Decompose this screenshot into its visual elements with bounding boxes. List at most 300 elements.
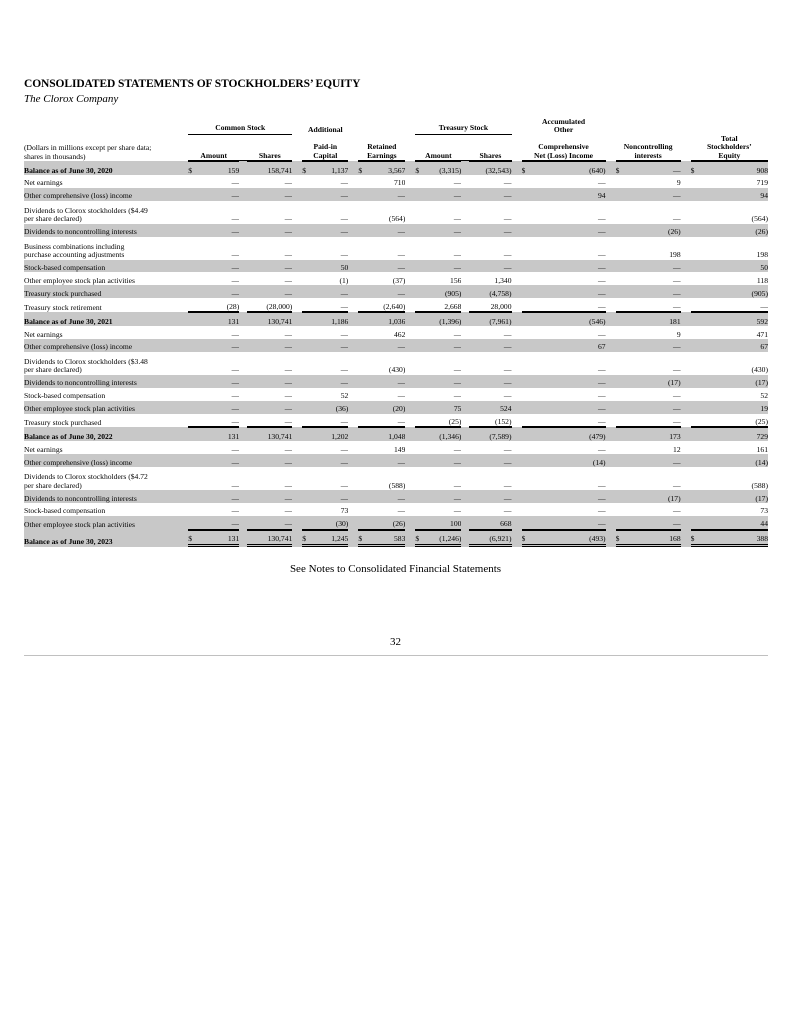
currency-symbol — [302, 298, 312, 312]
page-divider — [24, 655, 768, 656]
apic-cell: (1) — [339, 275, 349, 285]
currency-symbol — [188, 516, 198, 530]
noncontrolling-interests-cell: — — [626, 188, 681, 201]
currency-symbol — [188, 503, 198, 516]
currency-symbol — [358, 388, 368, 401]
currency-symbol — [358, 490, 368, 503]
notes-reference: See Notes to Consolidated Financial Statements — [289, 563, 502, 575]
row-label-line2: per share declared) — [24, 365, 82, 375]
apic-cell: 73 — [340, 506, 349, 516]
apic-cell: — — [340, 214, 349, 224]
total-equity-cell: 67 — [701, 339, 768, 352]
currency-symbol — [522, 375, 532, 388]
treasury-shares-cell: 668 — [469, 516, 511, 530]
currency-symbol — [358, 237, 368, 260]
total-equity-cell: (905) — [701, 285, 768, 298]
apic-cell: 1,202 — [312, 427, 348, 441]
currency-symbol — [522, 237, 532, 260]
row-label: Stock-based compensation — [24, 391, 106, 401]
treasury-shares-cell: 28,000 — [469, 298, 511, 312]
common-amount-cell: — — [231, 178, 240, 188]
table-row — [24, 298, 768, 312]
currency-symbol — [188, 326, 198, 339]
aoci-cell: — — [597, 329, 606, 339]
row-label: Net earnings — [24, 329, 63, 339]
treasury-amount-cell: — — [453, 250, 462, 260]
retained-earnings-cell: — — [368, 339, 405, 352]
noncontrolling-interests-cell: 9 — [676, 329, 681, 339]
noncontrolling-interests-cell: — — [673, 214, 681, 224]
common-amount-cell: — — [231, 214, 240, 224]
treasury-stock-group-header: Treasury Stock — [415, 124, 511, 134]
row-label-line2: per share declared) — [24, 480, 82, 490]
currency-symbol — [415, 401, 425, 414]
aoci-cell: — — [597, 506, 606, 516]
aoci-cell: 67 — [532, 339, 606, 352]
noncontrolling-interests-cell: — — [673, 275, 681, 285]
currency-symbol — [188, 298, 198, 312]
treasury-amount-cell: — — [425, 188, 461, 201]
treasury-amount-cell: — — [453, 480, 462, 490]
retained-earnings-header-line2: Earnings — [367, 150, 397, 160]
treasury-amount-cell: — — [453, 506, 462, 516]
currency-symbol: $ — [302, 530, 312, 547]
currency-symbol — [691, 375, 701, 388]
treasury-amount-cell: (905) — [425, 285, 461, 298]
treasury-amount-cell: — — [425, 339, 461, 352]
currency-symbol — [358, 503, 368, 516]
currency-symbol — [415, 352, 425, 375]
currency-symbol: $ — [188, 530, 198, 547]
common-shares-cell: — — [247, 516, 292, 530]
aoci-cell: — — [532, 516, 606, 530]
apic-cell: — — [340, 444, 349, 454]
retained-earnings-cell: — — [397, 391, 406, 401]
balance-row — [24, 427, 768, 441]
apic-cell: — — [312, 375, 348, 388]
currency-symbol — [616, 516, 626, 530]
treasury-shares-cell: — — [503, 250, 512, 260]
currency-symbol: $ — [522, 530, 532, 547]
currency-symbol — [415, 388, 425, 401]
treasury-shares-cell: — — [503, 214, 512, 224]
currency-symbol — [358, 441, 368, 454]
noncontrolling-interests-cell: — — [626, 285, 681, 298]
common-stock-group-header: Common Stock — [188, 124, 292, 134]
common-shares-cell: — — [284, 178, 293, 188]
total-equity-cell: 73 — [760, 506, 768, 516]
treasury-shares-cell: — — [503, 329, 512, 339]
treasury-shares-cell: (32,543) — [469, 161, 511, 175]
total-equity-cell: 161 — [756, 444, 768, 454]
currency-symbol — [415, 326, 425, 339]
currency-symbol — [358, 339, 368, 352]
currency-symbol — [302, 503, 312, 516]
retained-earnings-cell: — — [368, 375, 405, 388]
retained-earnings-cell: 583 — [368, 530, 405, 547]
nci-header-line2: interests — [634, 150, 662, 160]
aoci-cell: — — [597, 250, 606, 260]
common-amount-cell: — — [231, 391, 240, 401]
currency-symbol — [302, 427, 312, 441]
apic-cell: — — [312, 339, 348, 352]
common-shares-cell: — — [284, 391, 293, 401]
row-label-line1: Dividends to Clorox stockholders ($3.48 — [24, 357, 148, 367]
table-row — [24, 414, 768, 428]
currency-symbol — [302, 201, 312, 224]
currency-symbol — [691, 285, 701, 298]
common-amount-cell: 131 — [198, 427, 239, 441]
total-equity-cell: 471 — [756, 329, 768, 339]
currency-symbol — [691, 237, 701, 260]
currency-symbol — [616, 312, 626, 326]
currency-symbol — [522, 312, 532, 326]
table-row — [24, 375, 768, 388]
noncontrolling-interests-cell: — — [626, 298, 681, 312]
table-row — [24, 441, 768, 454]
retained-earnings-cell: (588) — [388, 480, 406, 490]
currency-symbol — [302, 175, 312, 188]
retained-earnings-cell: (37) — [392, 275, 406, 285]
row-label: Other comprehensive (loss) income — [24, 188, 188, 201]
currency-symbol: $ — [358, 530, 368, 547]
total-equity-cell: 592 — [701, 312, 768, 326]
apic-cell: 50 — [312, 260, 348, 273]
row-label — [24, 201, 188, 224]
currency-symbol — [691, 201, 701, 224]
table-row — [24, 490, 768, 503]
currency-symbol — [358, 201, 368, 224]
treasury-amount-cell: — — [425, 224, 461, 237]
table-row — [24, 339, 768, 352]
aoci-cell: — — [532, 414, 606, 428]
currency-symbol — [302, 516, 312, 530]
common-amount-cell: — — [231, 329, 240, 339]
aoci-header-line3: Comprehensive — [538, 142, 589, 152]
row-label: Dividends to noncontrolling interests — [24, 375, 188, 388]
common-amount-cell: — — [231, 250, 240, 260]
currency-symbol — [415, 201, 425, 224]
currency-symbol — [616, 427, 626, 441]
aoci-cell: (14) — [532, 454, 606, 467]
treasury-shares-cell: — — [503, 391, 512, 401]
retained-earnings-cell: 149 — [393, 444, 406, 454]
retained-earnings-cell: (26) — [368, 516, 405, 530]
total-equity-cell: 118 — [756, 275, 768, 285]
currency-symbol — [188, 237, 198, 260]
total-equity-cell: (25) — [701, 414, 768, 428]
retained-earnings-cell: — — [368, 490, 405, 503]
currency-symbol — [188, 201, 198, 224]
common-amount-cell: — — [198, 339, 239, 352]
currency-symbol — [188, 175, 198, 188]
currency-symbol — [522, 224, 532, 237]
common-amount-cell: — — [231, 365, 240, 375]
table-row — [24, 224, 768, 237]
row-label-line1: Dividends to Clorox stockholders ($4.72 — [24, 472, 148, 482]
common-shares-cell: 158,741 — [247, 161, 292, 175]
row-label: Other employee stock plan activities — [24, 275, 135, 285]
noncontrolling-interests-cell: — — [626, 260, 681, 273]
treasury-amount-cell: 75 — [425, 401, 461, 414]
common-shares-cell: — — [247, 339, 292, 352]
currency-symbol — [302, 285, 312, 298]
currency-symbol — [415, 516, 425, 530]
company-name: The Clorox Company — [24, 93, 119, 105]
currency-symbol — [415, 339, 425, 352]
row-label: Treasury stock purchased — [24, 417, 102, 427]
treasury-amount-cell: (25) — [425, 414, 461, 428]
currency-symbol: $ — [302, 161, 312, 175]
row-label: Other employee stock plan activities — [24, 516, 188, 530]
common-shares-cell: — — [247, 414, 292, 428]
retained-earnings-cell: — — [397, 250, 406, 260]
currency-symbol: $ — [358, 161, 368, 175]
retained-earnings-cell: 1,048 — [368, 427, 405, 441]
currency-symbol — [616, 352, 626, 375]
total-equity-cell: 388 — [701, 530, 768, 547]
treasury-shares-cell: — — [469, 260, 511, 273]
currency-symbol — [188, 427, 198, 441]
currency-symbol — [522, 467, 532, 490]
row-label: Stock-based compensation — [24, 506, 106, 516]
treasury-amount-cell: 156 — [450, 275, 462, 285]
retained-earnings-cell: 462 — [393, 329, 406, 339]
currency-symbol — [358, 401, 368, 414]
currency-symbol — [691, 272, 701, 285]
noncontrolling-interests-cell: — — [626, 414, 681, 428]
currency-symbol — [616, 467, 626, 490]
currency-symbol — [691, 326, 701, 339]
total-equity-cell: 198 — [756, 250, 768, 260]
apic-cell: 52 — [340, 391, 349, 401]
retained-earnings-cell: — — [368, 224, 405, 237]
apic-cell: — — [340, 480, 349, 490]
currency-symbol — [522, 441, 532, 454]
row-label-line1: Dividends to Clorox stockholders ($4.49 — [24, 205, 148, 215]
table-row — [24, 467, 768, 490]
aoci-cell: (640) — [532, 161, 606, 175]
treasury-amount-cell: — — [425, 454, 461, 467]
currency-symbol — [188, 441, 198, 454]
currency-symbol — [691, 467, 701, 490]
treasury-shares-cell: (4,758) — [469, 285, 511, 298]
retained-earnings-cell: 1,036 — [368, 312, 405, 326]
currency-symbol — [522, 503, 532, 516]
noncontrolling-interests-cell: (17) — [626, 490, 681, 503]
currency-symbol — [691, 312, 701, 326]
noncontrolling-interests-cell: (17) — [626, 375, 681, 388]
apic-cell: — — [340, 329, 349, 339]
currency-symbol — [691, 503, 701, 516]
currency-symbol: $ — [691, 530, 701, 547]
currency-symbol — [616, 237, 626, 260]
aoci-cell: — — [532, 401, 606, 414]
row-label: Net earnings — [24, 178, 63, 188]
common-shares-cell: 130,741 — [247, 427, 292, 441]
aoci-cell: — — [532, 375, 606, 388]
common-amount-cell: — — [231, 444, 240, 454]
common-amount-cell: 131 — [198, 312, 239, 326]
common-shares-header: Shares — [247, 135, 292, 161]
aoci-cell: — — [532, 224, 606, 237]
treasury-shares-cell: — — [503, 506, 512, 516]
treasury-amount-header: Amount — [415, 135, 461, 161]
row-label: Balance as of June 30, 2020 — [24, 161, 188, 175]
currency-symbol — [522, 188, 532, 201]
treasury-shares-cell: (7,589) — [469, 427, 511, 441]
aoci-cell: — — [597, 178, 606, 188]
currency-symbol — [358, 298, 368, 312]
currency-symbol — [302, 490, 312, 503]
noncontrolling-interests-cell: — — [626, 516, 681, 530]
currency-symbol — [358, 312, 368, 326]
currency-symbol — [691, 339, 701, 352]
aoci-cell: 94 — [532, 188, 606, 201]
aoci-header-line1: Accumulated — [542, 118, 586, 126]
noncontrolling-interests-cell: — — [626, 339, 681, 352]
currency-symbol — [522, 260, 532, 273]
retained-earnings-cell: — — [397, 506, 406, 516]
currency-symbol — [358, 375, 368, 388]
treasury-shares-cell: — — [503, 178, 512, 188]
table-row — [24, 454, 768, 467]
total-equity-cell: (14) — [701, 454, 768, 467]
treasury-amount-cell: (1,346) — [425, 427, 461, 441]
aoci-cell: — — [597, 214, 606, 224]
treasury-shares-cell: — — [503, 365, 512, 375]
total-equity-cell: 94 — [701, 188, 768, 201]
apic-header-line1: Additional — [308, 125, 343, 135]
common-shares-cell: — — [247, 260, 292, 273]
common-amount-cell: — — [231, 506, 240, 516]
table-row — [24, 401, 768, 414]
common-amount-cell: — — [198, 490, 239, 503]
treasury-shares-cell: — — [469, 490, 511, 503]
treasury-amount-cell: (1,396) — [425, 312, 461, 326]
total-equity-header-line2: Stockholders’ — [706, 142, 752, 152]
currency-symbol — [415, 260, 425, 273]
treasury-amount-cell: — — [453, 444, 462, 454]
currency-symbol — [415, 467, 425, 490]
common-amount-cell: — — [198, 375, 239, 388]
retained-earnings-cell: (20) — [368, 401, 405, 414]
aoci-cell: — — [532, 260, 606, 273]
common-shares-cell: — — [284, 506, 293, 516]
currency-symbol — [616, 339, 626, 352]
header-note-line1: (Dollars in millions except per share data; — [24, 143, 152, 153]
noncontrolling-interests-cell: 9 — [676, 178, 681, 188]
currency-symbol — [302, 188, 312, 201]
retained-earnings-cell: (430) — [388, 365, 406, 375]
currency-symbol — [188, 260, 198, 273]
currency-symbol — [522, 427, 532, 441]
row-label: Other comprehensive (loss) income — [24, 454, 188, 467]
currency-symbol — [691, 401, 701, 414]
currency-symbol — [616, 375, 626, 388]
treasury-shares-cell: — — [469, 339, 511, 352]
row-label-line2: per share declared) — [24, 214, 82, 224]
retained-earnings-cell: 3,567 — [368, 161, 405, 175]
currency-symbol — [616, 224, 626, 237]
table-row — [24, 326, 768, 339]
row-label: Treasury stock purchased — [24, 285, 188, 298]
currency-symbol: $ — [616, 161, 626, 175]
apic-cell: — — [312, 490, 348, 503]
treasury-amount-cell: (3,315) — [425, 161, 461, 175]
common-shares-cell: — — [247, 401, 292, 414]
common-shares-cell: 130,741 — [247, 312, 292, 326]
currency-symbol — [616, 441, 626, 454]
total-equity-cell: (564) — [751, 214, 768, 224]
common-shares-cell: — — [247, 490, 292, 503]
aoci-cell: — — [532, 285, 606, 298]
noncontrolling-interests-cell: — — [626, 454, 681, 467]
treasury-amount-cell: — — [453, 391, 462, 401]
noncontrolling-interests-cell: (26) — [626, 224, 681, 237]
currency-symbol — [616, 201, 626, 224]
apic-cell: — — [312, 285, 348, 298]
currency-symbol — [188, 467, 198, 490]
currency-symbol — [522, 272, 532, 285]
apic-cell: — — [312, 188, 348, 201]
treasury-shares-cell: (7,961) — [469, 312, 511, 326]
common-amount-cell: — — [231, 275, 240, 285]
aoci-header-line4: Net (Loss) Income — [534, 150, 594, 160]
treasury-amount-cell: — — [453, 178, 462, 188]
currency-symbol — [691, 352, 701, 375]
total-equity-cell: (17) — [701, 490, 768, 503]
currency-symbol — [691, 441, 701, 454]
retained-earnings-cell: — — [368, 414, 405, 428]
currency-symbol — [691, 175, 701, 188]
noncontrolling-interests-cell: 181 — [626, 312, 681, 326]
aoci-cell: — — [597, 365, 606, 375]
treasury-shares-cell: — — [469, 188, 511, 201]
currency-symbol — [415, 414, 425, 428]
common-amount-cell: 131 — [198, 530, 239, 547]
common-amount-cell: — — [198, 224, 239, 237]
total-equity-cell: (430) — [751, 365, 768, 375]
apic-cell: — — [340, 365, 349, 375]
common-shares-cell: — — [284, 250, 293, 260]
common-amount-cell: — — [198, 188, 239, 201]
table-row — [24, 272, 768, 285]
currency-symbol — [616, 454, 626, 467]
balance-row — [24, 530, 768, 547]
treasury-amount-cell: — — [453, 329, 462, 339]
currency-symbol — [188, 188, 198, 201]
currency-symbol — [415, 237, 425, 260]
currency-symbol — [522, 516, 532, 530]
currency-symbol — [691, 427, 701, 441]
currency-symbol — [616, 260, 626, 273]
common-shares-cell: — — [284, 444, 293, 454]
common-shares-cell: — — [247, 285, 292, 298]
header-note-line2: shares in thousands) — [24, 151, 86, 161]
treasury-amount-cell: (1,246) — [425, 530, 461, 547]
currency-symbol — [358, 224, 368, 237]
total-equity-cell: 719 — [756, 178, 768, 188]
row-label: Balance as of June 30, 2022 — [24, 427, 188, 441]
common-amount-cell: — — [198, 285, 239, 298]
total-equity-header-line3: Equity — [718, 150, 741, 160]
aoci-cell: — — [532, 298, 606, 312]
currency-symbol — [522, 175, 532, 188]
currency-symbol — [616, 388, 626, 401]
currency-symbol — [415, 490, 425, 503]
currency-symbol — [522, 201, 532, 224]
